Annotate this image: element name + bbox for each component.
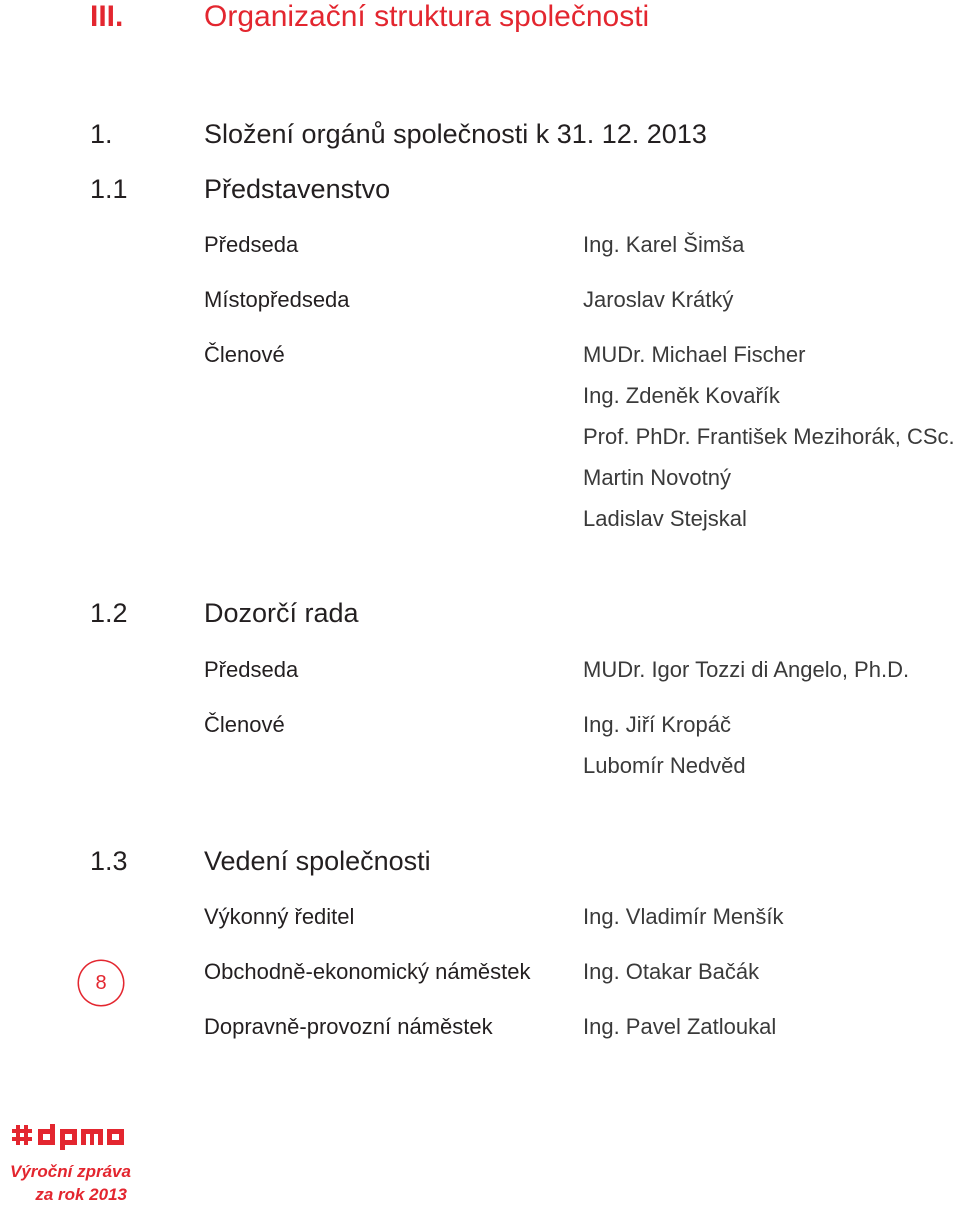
person-name: Ladislav Stejskal [583, 506, 747, 531]
role-label: Výkonný ředitel [204, 904, 355, 929]
page-number-badge: 8 [79, 961, 123, 1005]
role-label: Předseda [204, 657, 299, 682]
person-name: Ing. Zdeněk Kovařík [583, 383, 780, 408]
subsection-title: Představenstvo [204, 174, 391, 204]
person-name: Lubomír Nedvěd [583, 753, 746, 778]
person-name: MUDr. Igor Tozzi di Angelo, Ph.D. [583, 657, 910, 682]
role-label: Členové [204, 342, 285, 367]
chapter-number: III. [90, 0, 124, 33]
role-label: Obchodně-ekonomický náměstek [204, 959, 531, 984]
person-name: Jaroslav Krátký [583, 287, 734, 312]
role-label: Dopravně-provozní náměstek [204, 1014, 493, 1039]
subsection-number: 1.3 [90, 846, 128, 876]
dpmo-logo-icon [10, 1120, 130, 1150]
role-label: Členové [204, 712, 285, 737]
role-label: Předseda [204, 232, 299, 257]
subsection-title: Vedení společnosti [204, 846, 431, 876]
person-name: Ing. Otakar Bačák [583, 959, 760, 984]
report-line-1: Výroční zpráva [10, 1162, 131, 1181]
person-name: Ing. Pavel Zatloukal [583, 1014, 777, 1039]
report-line-2: za rok 2013 [35, 1185, 127, 1204]
chapter-title: Organizační struktura společnosti [204, 0, 650, 33]
subsection-number: 1.1 [90, 174, 128, 204]
role-label: Místopředseda [204, 287, 350, 312]
person-name: Martin Novotný [583, 465, 731, 490]
section-number: 1. [90, 119, 113, 149]
person-name: Ing. Vladimír Menšík [583, 904, 784, 929]
subsection-title: Dozorčí rada [204, 598, 359, 628]
section-title: Složení orgánů společnosti k 31. 12. 2013 [204, 119, 707, 149]
person-name: Ing. Jiří Kropáč [583, 712, 731, 737]
annual-report-label [10, 1160, 131, 1206]
person-name: Prof. PhDr. František Mezihorák, CSc. [583, 424, 955, 449]
subsection-number: 1.2 [90, 598, 128, 628]
person-name: Ing. Karel Šimša [583, 232, 745, 257]
person-name: MUDr. Michael Fischer [583, 342, 806, 367]
